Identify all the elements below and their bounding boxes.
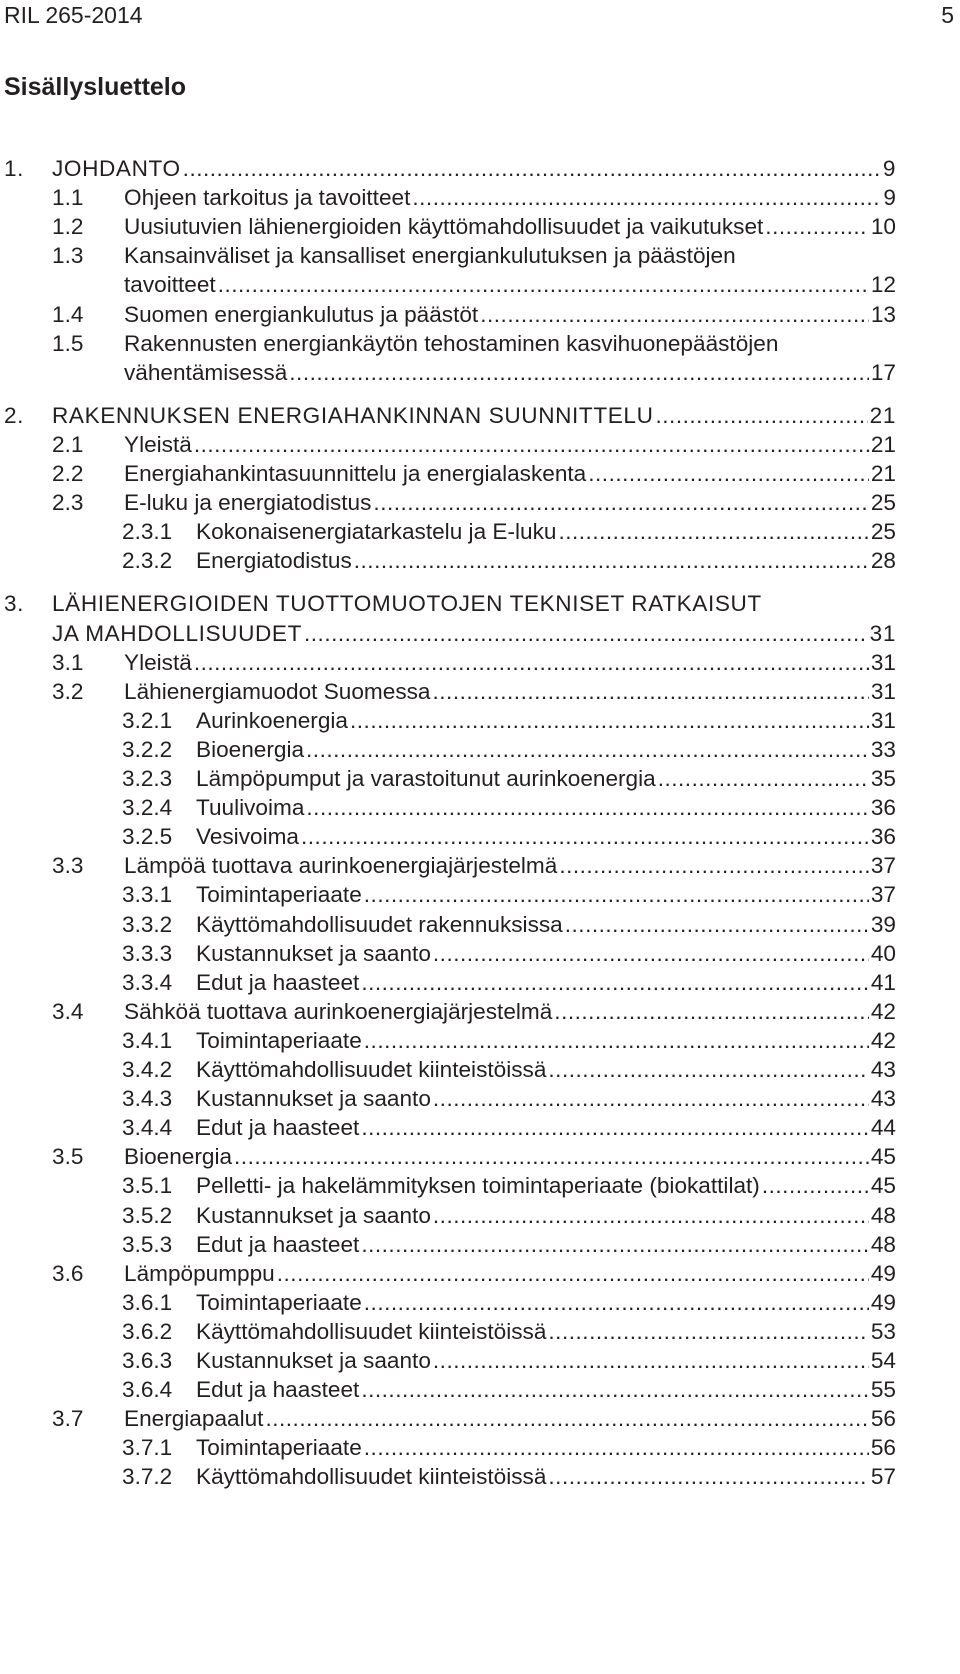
toc-entry-text xyxy=(124,459,896,489)
toc-entry[interactable] xyxy=(4,401,896,431)
dot-leader xyxy=(234,1142,869,1172)
toc-entry[interactable] xyxy=(52,997,896,1027)
dot-leader xyxy=(304,619,868,649)
toc-entry[interactable] xyxy=(122,793,896,823)
toc-entry-number: 3.6.1 xyxy=(122,1289,173,1315)
toc-entry[interactable] xyxy=(122,939,896,969)
toc-entry[interactable] xyxy=(122,1462,896,1492)
toc-entry-number: 3.6.4 xyxy=(122,1377,173,1403)
toc-entry-page: 33 xyxy=(870,736,896,762)
toc-entry-text xyxy=(196,968,896,998)
toc-entry-text xyxy=(196,880,896,910)
toc-entry[interactable] xyxy=(122,1113,896,1143)
toc-entry-number: 3.3.4 xyxy=(122,969,173,995)
toc-entry-page: 37 xyxy=(870,882,896,908)
toc-entry-text xyxy=(124,1142,896,1172)
toc-entry-number: 3.7 xyxy=(52,1406,84,1432)
toc-entry-page: 31 xyxy=(870,707,896,733)
dot-leader xyxy=(361,968,869,998)
toc-entry-number: 3.5.1 xyxy=(122,1173,173,1199)
toc-entry-label: Lämpöä tuottava aurinkoenergiajärjestelmä xyxy=(124,853,558,879)
toc-entry-text xyxy=(124,430,896,460)
toc-entry-page: 56 xyxy=(870,1406,896,1432)
page-number: 5 xyxy=(941,2,954,28)
dot-leader xyxy=(306,793,868,823)
toc-entry-label: E-luku ja energiatodistus xyxy=(124,490,372,516)
toc-entry-page: 49 xyxy=(870,1260,896,1286)
toc-entry[interactable] xyxy=(52,358,896,388)
toc-entry-label: Yleistä xyxy=(124,431,192,457)
dot-leader xyxy=(183,154,881,184)
toc-entry-page: 21 xyxy=(869,402,896,428)
toc-entry-text xyxy=(124,677,896,707)
toc-entry-label: Bioenergia xyxy=(124,1144,233,1170)
toc-entry-text xyxy=(196,1201,896,1231)
toc-entry[interactable] xyxy=(122,910,896,940)
toc-entry[interactable] xyxy=(122,1026,896,1056)
toc-entry-text xyxy=(124,851,896,881)
toc-entry-page: 13 xyxy=(870,301,896,327)
toc-entry-text xyxy=(124,183,896,213)
toc-entry-label: Käyttömahdollisuudet kiinteistöissä xyxy=(196,1464,547,1490)
toc-entry-label: Energiapaalut xyxy=(124,1406,264,1432)
toc-entry-number: 1.2 xyxy=(52,214,84,240)
toc-entry-number: 3.2.3 xyxy=(122,766,173,791)
toc-entry-number: 3.6.3 xyxy=(122,1348,173,1373)
toc-entry-text xyxy=(52,401,896,431)
toc-entry-number: 1.3 xyxy=(52,243,84,269)
toc-entry[interactable] xyxy=(52,329,896,359)
dot-leader xyxy=(554,997,869,1027)
toc-entry-number: 3.3.2 xyxy=(122,911,173,937)
toc-entry-label: Edut ja haasteet xyxy=(196,1377,360,1403)
toc-entry-label: Uusiutuvien lähienergioiden käyttömahdollisuudet ja vaikutukset xyxy=(124,214,764,240)
toc-entry-text xyxy=(124,241,896,271)
toc-entry-page: 48 xyxy=(870,1202,896,1228)
dot-leader xyxy=(364,1433,869,1463)
toc-entry-label: Tuulivoima xyxy=(196,795,305,821)
dot-leader xyxy=(354,546,869,576)
toc-entry-text xyxy=(196,1230,896,1260)
toc-entry[interactable] xyxy=(52,677,896,707)
toc-entry[interactable] xyxy=(52,459,896,489)
toc-entry-page: 21 xyxy=(870,461,896,486)
toc-entry[interactable] xyxy=(52,183,896,213)
toc-entry[interactable] xyxy=(122,1201,896,1231)
dot-leader xyxy=(289,358,869,388)
toc-entry-text xyxy=(124,329,896,359)
toc-entry-label: Energiahankintasuunnittelu ja energialaskenta xyxy=(124,461,587,486)
toc-entry[interactable] xyxy=(52,1142,896,1172)
toc-entry-text xyxy=(196,1317,896,1347)
toc-entry[interactable] xyxy=(122,1317,896,1347)
toc-entry-label: Vesivoima xyxy=(196,824,299,850)
toc-entry-number: 3.5.2 xyxy=(122,1202,173,1228)
toc-entry-page: 48 xyxy=(870,1231,896,1257)
toc-entry-label: RAKENNUKSEN ENERGIAHANKINNAN SUUNNITTELU xyxy=(52,402,654,428)
toc-entry-page: 54 xyxy=(870,1348,896,1373)
toc-entry[interactable] xyxy=(52,1404,896,1434)
toc-entry-page: 21 xyxy=(870,431,896,457)
toc-entry-number: 1. xyxy=(4,156,25,181)
dot-leader xyxy=(762,1171,869,1201)
toc-entry[interactable] xyxy=(122,546,896,576)
toc-entry-text xyxy=(124,270,896,300)
toc-entry-page: 55 xyxy=(870,1377,896,1403)
toc-entry[interactable] xyxy=(52,430,896,460)
toc-entry[interactable] xyxy=(122,735,896,765)
toc-entry-page: 37 xyxy=(870,853,896,879)
toc-entry-number: 3.5.3 xyxy=(122,1231,173,1257)
toc-entry-text xyxy=(196,1288,896,1318)
toc-entry-label: Toimintaperiaate xyxy=(196,1435,362,1461)
toc-entry-label: Toimintaperiaate xyxy=(196,1289,362,1315)
toc-entry-text xyxy=(196,546,896,576)
toc-entry-number: 3.2.1 xyxy=(122,707,173,733)
toc-entry-label: Lämpöpumppu xyxy=(124,1260,275,1286)
toc-entry-number: 2.3.2 xyxy=(122,548,173,574)
dot-leader xyxy=(548,1055,868,1085)
toc-entry-label: Käyttömahdollisuudet kiinteistöissä xyxy=(196,1318,547,1344)
toc-entry-page: 39 xyxy=(870,911,896,937)
toc-entry-number: 3.3 xyxy=(52,853,84,879)
toc-entry[interactable] xyxy=(122,822,896,852)
toc-entry[interactable] xyxy=(122,1346,896,1376)
toc-entry-number: 3.6.2 xyxy=(122,1318,173,1344)
toc-entry-page: 57 xyxy=(870,1464,896,1490)
toc-entry-page: 28 xyxy=(870,548,896,574)
toc-entry-text xyxy=(196,822,896,852)
dot-leader xyxy=(361,1230,869,1260)
toc-entry-label: Käyttömahdollisuudet rakennuksissa xyxy=(196,911,563,937)
toc-entry[interactable] xyxy=(122,706,896,736)
toc-entry-text xyxy=(196,910,896,940)
toc-entry-text xyxy=(124,488,896,518)
toc-entry[interactable] xyxy=(52,241,896,271)
toc-entry-label: Yleistä xyxy=(124,649,192,675)
toc-entry[interactable] xyxy=(122,764,896,794)
toc-entry-number: 3.2 xyxy=(52,678,84,704)
toc-entry-page: 41 xyxy=(870,969,896,995)
dot-leader xyxy=(194,430,869,460)
toc-entry-page: 9 xyxy=(882,156,896,181)
toc-entry-page: 35 xyxy=(870,766,896,791)
toc-entry-text xyxy=(124,1404,896,1434)
toc-entry-page: 25 xyxy=(870,519,896,545)
toc-entry-number: 2.3.1 xyxy=(122,519,173,545)
dot-leader xyxy=(306,735,869,765)
toc-entry-page: 43 xyxy=(870,1086,896,1112)
toc-entry-number: 3.2.5 xyxy=(122,824,173,850)
toc-entry-number: 1.5 xyxy=(52,330,84,356)
toc-entry[interactable] xyxy=(122,1230,896,1260)
toc-entry-page: 25 xyxy=(870,490,896,516)
dot-leader xyxy=(559,851,869,881)
toc-entry-label: Kansainväliset ja kansalliset energiankulutuksen ja päästöjen xyxy=(124,243,736,269)
toc-entry-page: 43 xyxy=(870,1057,896,1082)
toc-entry-number: 3.4.3 xyxy=(122,1086,173,1112)
toc-entry-text xyxy=(124,300,896,330)
toc-entry[interactable] xyxy=(122,1288,896,1318)
toc-entry-number: 3.4 xyxy=(52,998,84,1024)
toc-entry-number: 3.3.3 xyxy=(122,940,173,966)
toc-entry-page: 9 xyxy=(883,185,896,211)
toc-entry-label: Kustannukset ja saanto xyxy=(196,940,431,966)
toc-entry-page: 17 xyxy=(870,359,896,385)
toc-entry-text xyxy=(196,1462,896,1492)
toc-entry-label: Energiatodistus xyxy=(196,548,352,574)
toc-entry[interactable] xyxy=(122,880,896,910)
toc-entry-label: LÄHIENERGIOIDEN TUOTTOMUOTOJEN TEKNISET RATKAISUT xyxy=(52,591,762,617)
toc-entry[interactable] xyxy=(4,154,896,184)
toc-entry-page: 42 xyxy=(870,998,896,1024)
toc-entry-text xyxy=(196,517,896,547)
toc-entry-number: 3.2.2 xyxy=(122,736,173,762)
dot-leader xyxy=(765,212,869,242)
dot-leader xyxy=(548,1462,868,1492)
toc-entry-number: 1.1 xyxy=(52,185,84,211)
toc-entry-text xyxy=(196,1084,896,1114)
toc-entry-page: 31 xyxy=(869,620,896,646)
toc-entry[interactable] xyxy=(122,968,896,998)
toc-entry-label: Kokonaisenergiatarkastelu ja E-luku xyxy=(196,519,557,545)
toc-entry-page: 53 xyxy=(870,1318,896,1344)
dot-leader xyxy=(658,764,869,794)
toc-entry-number: 3.3.1 xyxy=(122,882,173,908)
toc-entry-label: Ohjeen tarkoitus ja tavoitteet xyxy=(124,185,411,211)
toc-entry-label: Käyttömahdollisuudet kiinteistöissä xyxy=(196,1057,547,1082)
toc-entry[interactable] xyxy=(52,851,896,881)
toc-entry-label: Aurinkoenergia xyxy=(196,707,348,733)
toc-entry-page: 31 xyxy=(870,649,896,675)
toc-entry-text xyxy=(196,793,896,823)
toc-entry-number: 3. xyxy=(4,591,25,617)
toc-entry[interactable] xyxy=(122,517,896,547)
dot-leader xyxy=(364,880,869,910)
toc-entry-label: Kustannukset ja saanto xyxy=(196,1202,431,1228)
toc-entry-number: 3.4.1 xyxy=(122,1027,173,1053)
toc-entry-label: Edut ja haasteet xyxy=(196,1231,360,1257)
toc-entry-page: 45 xyxy=(870,1173,896,1199)
toc-entry[interactable] xyxy=(122,1375,896,1405)
toc-entry-page: 10 xyxy=(870,214,896,240)
dot-leader xyxy=(361,1113,869,1143)
toc-entry-label: JOHDANTO xyxy=(52,156,181,181)
toc-entry-label: Bioenergia xyxy=(196,736,305,762)
toc-entry-label: Suomen energiankulutus ja päästöt xyxy=(124,301,479,327)
toc-entry-number: 2.3 xyxy=(52,490,84,516)
toc-entry-label: Sähköä tuottava aurinkoenergiajärjestelmä xyxy=(124,998,553,1024)
toc-entry-page: 12 xyxy=(870,272,896,298)
toc-entry-number: 3.2.4 xyxy=(122,795,173,821)
dot-leader xyxy=(364,1288,869,1318)
toc-entry-text xyxy=(196,1055,896,1085)
dot-leader xyxy=(565,910,869,940)
toc-entry-page: 36 xyxy=(870,795,896,821)
toc-entry-label: Toimintaperiaate xyxy=(196,882,362,908)
dot-leader xyxy=(480,300,869,330)
toc-entry-page: 42 xyxy=(870,1027,896,1053)
toc-entry-page: 56 xyxy=(870,1435,896,1461)
dot-leader xyxy=(364,1026,869,1056)
toc-entry-number: 3.7.2 xyxy=(122,1464,173,1490)
toc-entry-number: 3.7.1 xyxy=(122,1435,173,1461)
dot-leader xyxy=(412,183,881,213)
toc-entry[interactable] xyxy=(52,648,896,678)
toc-entry-page: 45 xyxy=(870,1144,896,1170)
toc-entry-label: JA MAHDOLLISUUDET xyxy=(52,620,302,646)
toc-entry-text xyxy=(52,619,896,649)
dot-leader xyxy=(350,706,869,736)
dot-leader xyxy=(433,939,869,969)
toc-entry-label: Lämpöpumput ja varastoitunut aurinkoenergia xyxy=(196,766,656,791)
toc-entry[interactable] xyxy=(122,1171,896,1201)
toc-entry-text xyxy=(52,154,896,184)
toc-entry-text xyxy=(124,358,896,388)
toc-entry-number: 3.5 xyxy=(52,1144,84,1170)
toc-entry[interactable] xyxy=(52,212,896,242)
dot-leader xyxy=(656,401,868,431)
dot-leader xyxy=(433,1201,869,1231)
toc-entry-number: 2. xyxy=(4,402,25,428)
dot-leader xyxy=(433,1346,869,1376)
dot-leader xyxy=(265,1404,868,1434)
dot-leader xyxy=(558,517,868,547)
toc-entry-text xyxy=(196,735,896,765)
dot-leader xyxy=(373,488,868,518)
toc-entry-text xyxy=(196,1433,896,1463)
dot-leader xyxy=(194,648,869,678)
toc-entry[interactable] xyxy=(52,1259,896,1289)
toc-entry-text xyxy=(196,1346,896,1376)
toc-entry[interactable] xyxy=(122,1055,896,1085)
toc-entry-label: Kustannukset ja saanto xyxy=(196,1086,431,1112)
toc-entry-text xyxy=(196,1026,896,1056)
dot-leader xyxy=(432,677,868,707)
toc-entry-text xyxy=(196,1375,896,1405)
toc-entry-number: 3.6 xyxy=(52,1260,84,1286)
toc-entry-text xyxy=(124,212,896,242)
toc-entry-page: 36 xyxy=(870,824,896,850)
dot-leader xyxy=(433,1084,869,1114)
toc-entry-page: 31 xyxy=(870,678,896,704)
toc-entry-text xyxy=(196,764,896,794)
toc-entry-page: 49 xyxy=(870,1289,896,1315)
toc-entry-label: Edut ja haasteet xyxy=(196,1115,360,1141)
dot-leader xyxy=(301,822,869,852)
toc-entry-text xyxy=(196,1113,896,1143)
toc-entry[interactable] xyxy=(52,270,896,300)
toc-entry-label: Edut ja haasteet xyxy=(196,969,360,995)
document-code: RIL 265-2014 xyxy=(4,2,143,28)
toc-entry-number: 3.4.2 xyxy=(122,1057,173,1082)
dot-leader xyxy=(277,1259,869,1289)
toc-entry-text xyxy=(124,997,896,1027)
toc-entry-page: 44 xyxy=(870,1115,896,1141)
toc-entry-text xyxy=(52,589,896,619)
toc-entry-label: Pelletti- ja hakelämmityksen toimintaperiaate (biokattilat) xyxy=(196,1173,760,1199)
toc-entry-label: Rakennusten energiankäytön tehostaminen kasvihuonepäästöjen xyxy=(124,330,779,356)
toc-entry[interactable] xyxy=(52,488,896,518)
toc-entry-label: tavoitteet xyxy=(124,272,216,298)
dot-leader xyxy=(361,1375,869,1405)
toc-entry[interactable] xyxy=(52,300,896,330)
toc-entry-text xyxy=(196,706,896,736)
toc-entry[interactable] xyxy=(4,619,896,649)
dot-leader xyxy=(588,459,869,489)
dot-leader xyxy=(548,1317,868,1347)
toc-entry-text xyxy=(124,648,896,678)
toc-entry-text xyxy=(124,1259,896,1289)
toc-entry-label: Lähienergiamuodot Suomessa xyxy=(124,678,431,704)
toc-entry-number: 3.1 xyxy=(52,649,84,675)
toc-entry-number: 1.4 xyxy=(52,301,84,327)
toc-entry-number: 2.2 xyxy=(52,461,84,486)
page-title: Sisällysluettelo xyxy=(4,73,187,101)
toc-entry[interactable] xyxy=(122,1433,896,1463)
toc-entry-page: 40 xyxy=(870,940,896,966)
toc-entry-number: 2.1 xyxy=(52,431,84,457)
toc-entry[interactable] xyxy=(4,589,896,619)
toc-entry[interactable] xyxy=(122,1084,896,1114)
dot-leader xyxy=(218,270,869,300)
toc-entry-label: vähentämisessä xyxy=(124,359,288,385)
toc-entry-text xyxy=(196,1171,896,1201)
toc-entry-label: Toimintaperiaate xyxy=(196,1027,362,1053)
toc-entry-text xyxy=(196,939,896,969)
toc-entry-number: 3.4.4 xyxy=(122,1115,173,1141)
toc-entry-label: Kustannukset ja saanto xyxy=(196,1348,431,1373)
